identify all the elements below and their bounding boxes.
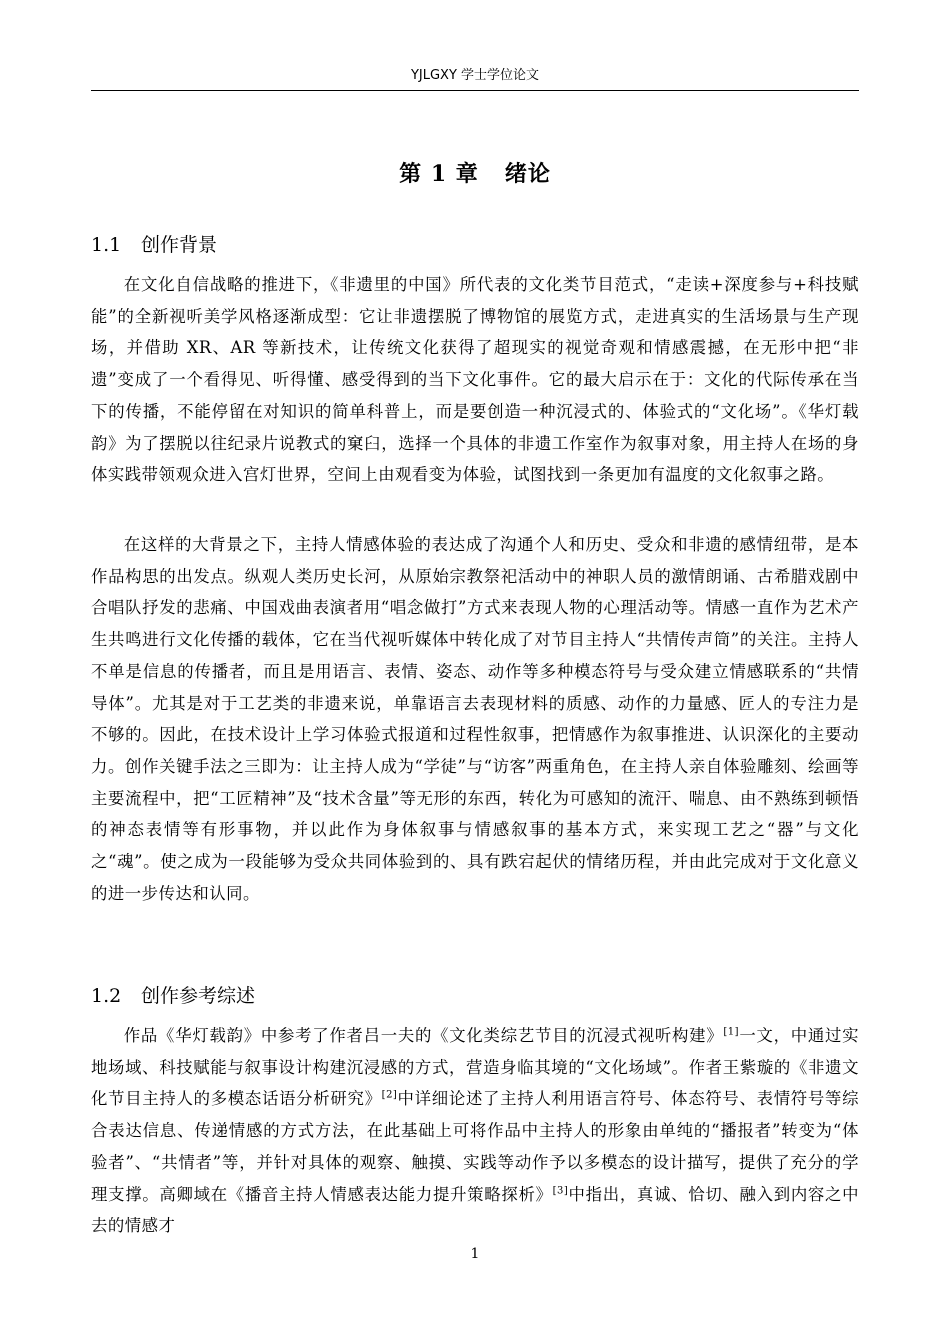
chapter-title xyxy=(91,158,859,190)
citation-ref: [2] xyxy=(381,1089,398,1101)
section-heading-1-1 xyxy=(91,231,859,259)
body-paragraph: 在文化自信战略的推进下，《非遗里的中国》所代表的文化类节目范式，“走读+深度参与+科技赋能”的全新视听美学风格逐渐成型：它让非遗摆脱了博物馆的展览方式，走进真实的生活场景与生产现场，并借助 XR、AR 等新技术，让传统文化获得了超现实的视觉奇观和情感震撼，在无形中把“非遗”变成了一个看得见、听得懂、感受得到的当下文化事件。它的最大启示在于：文化的代际传承在当下的传播，不能停留在对知识的简单科普上，而是要创造一种沉浸式的、体验式的“文化场”。《华灯载韵》为了摆脱以往纪录片说教式的窠臼，选择一个具体的非遗工作室作为叙事对象，用主持人在场的身体实践带领观众进入宫灯世界，空间上由观看变为体验，试图找到一条更加有温度的文化叙事之路。 xyxy=(91,275,859,485)
section-heading-1-2 xyxy=(91,982,859,1010)
running-header: YJLGXY 学士学位论文 xyxy=(410,68,540,83)
body-paragraph xyxy=(91,1020,859,1242)
paragraph-text: 一文，中通过实地场域、科技赋能与叙事设计构建沉浸感的方式，营造身临其境的“文化场域”。作者王紫璇的《非遗文化节目主持人的多模态话语分析研究》 xyxy=(91,1026,860,1109)
body-paragraph: 在这样的大背景之下，主持人情感体验的表达成了沟通个人和历史、受众和非遗的感情纽带，是本作品构思的出发点。纵观人类历史长河，从原始宗教祭祀活动中的神职人员的激情朗诵、古希腊戏剧中合唱队抒发的悲痛、中国戏曲表演者用“唱念做打”方式来表现人物的心理活动等。情感一直作为艺术产生共鸣进行文化传播的载体，它在当代视听媒体中转化成了对节目主持人“共情传声筒”的关注。主持人不单是信息的传播者，而且是用语言、表情、姿态、动作等多种模态符号与受众建立情感联系的“共情导体”。尤其是对于工艺类的非遗来说，单靠语言去表现材料的质感、动作的力量感、匠人的专注力是不够的。因此，在技术设计上学习体验式报道和过程性叙事，把情感作为叙事推进、认识深化的主要动力。创作关键手法之三即为：让主持人成为“学徒”与“访客”两重角色，在主持人亲自体验雕刻、绘画等主要流程中，把“工匠精神”及“技术含量”等无形的东西，转化为可感知的流汗、喘息、由不熟练到顿悟的神态表情等有形事物，并以此作为身体叙事与情感叙事的基本方式，来实现工艺之“器”与文化之“魂”。使之成为一段能够为受众共同体验到的、具有跌宕起伏的情绪历程，并由此完成对于文化意义的进一步传达和认同。 xyxy=(91,535,859,903)
header-rule xyxy=(91,90,859,91)
paragraph-text: 中指出，真诚、恰切、融入到内容之中去的情感才 xyxy=(91,1184,859,1236)
section-number: 1.2 xyxy=(91,985,122,1007)
page-number: 1 xyxy=(470,1246,480,1262)
citation-ref: [1] xyxy=(723,1026,740,1038)
citation-ref: [3] xyxy=(552,1185,569,1197)
chapter-name: 绪论 xyxy=(504,161,551,187)
chapter-number: 第 1 章 xyxy=(399,161,479,187)
paragraph-text: 作品《华灯载韵》中参考了作者吕一夫的《文化类综艺节目的沉浸式视听构建》 xyxy=(123,1026,724,1045)
paragraph-text: 中详细论述了主持人利用语言符号、体态符号、表情符号等综合表达信息、传递情感的方式方法，在此基础上可将作品中主持人的形象由单纯的“播报者”转变为“体验者”、“共情者”等，并针对具体的观察、触摸、实践等动作予以多模态的设计描写，提供了充分的学理支撑。高卿域在《播音主持人情感表达能力提升策略探析》 xyxy=(91,1089,859,1204)
section-title: 创作背景 xyxy=(141,234,218,256)
section-number: 1.1 xyxy=(91,234,122,256)
section-title: 创作参考综述 xyxy=(141,985,256,1007)
